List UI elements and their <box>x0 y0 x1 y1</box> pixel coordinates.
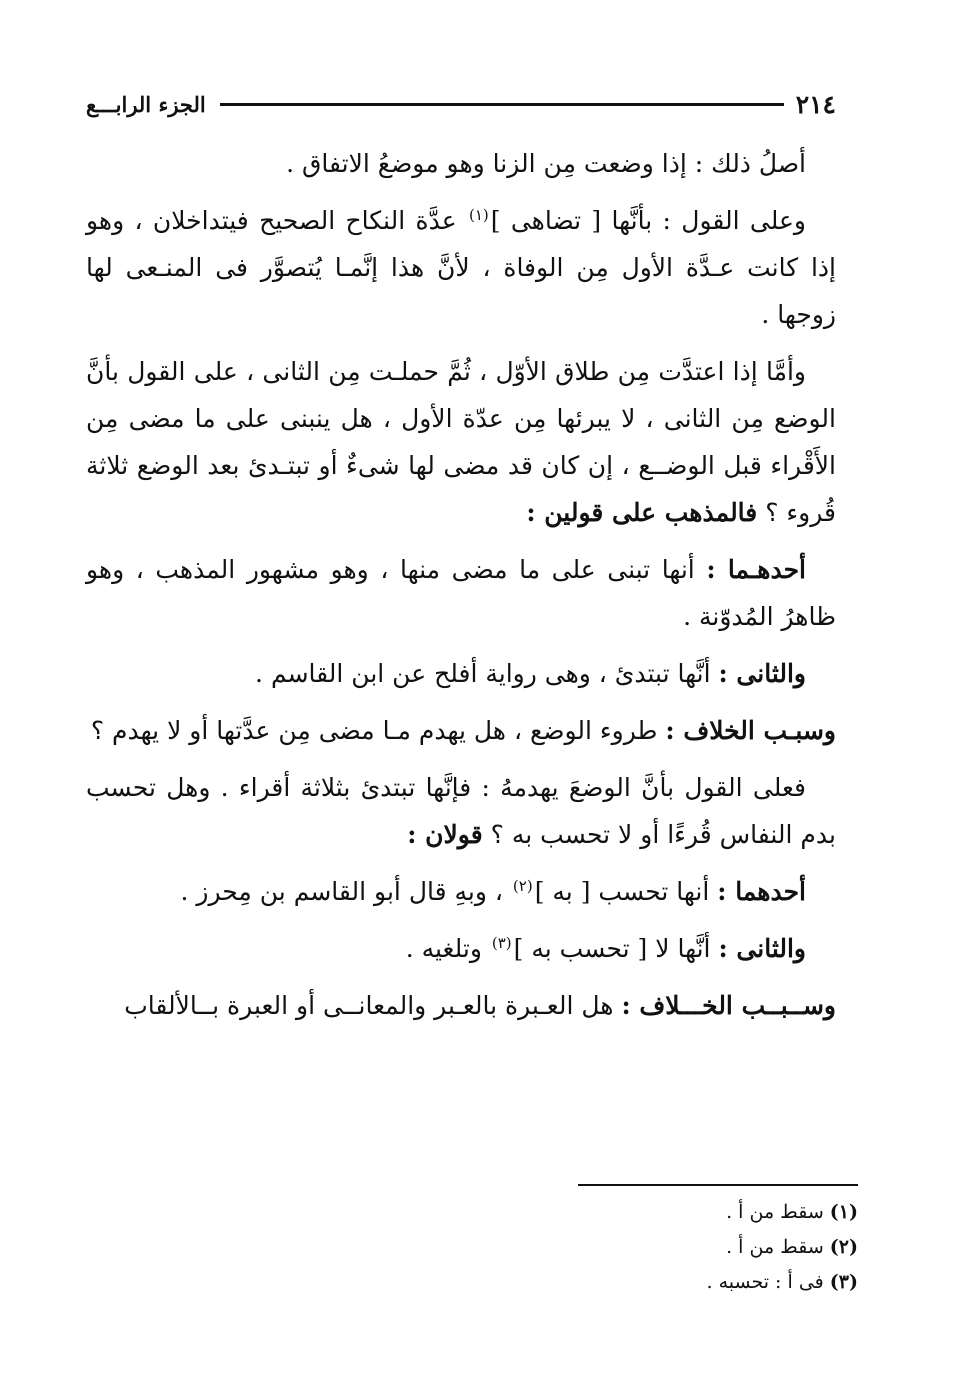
paragraph-6 <box>86 707 836 754</box>
paragraph-text: هل العـبرة بالعـبر والمعانــى أو العبرة بــالألقاب <box>124 991 622 1020</box>
paragraph-text: وأمَّا إذا اعتدَّت مِن طلاق الأوّل ، ثُمَّ حملـت مِن الثانى ، على القول بأنَّ الوضع مِن الثانى ، لا يبرئها مِن عدّة الأول ، هل ينبنى على ما مضى مِن الأَقْراء قبل الوضــع ، إن كان قد مضى لها شىءٌ أو تبتـدئ بعد الوضع ثلاثة قُروء ؟ <box>86 357 836 527</box>
paragraph-5 <box>86 650 836 697</box>
footnote-number: (٣) <box>829 1271 858 1293</box>
paragraph-7 <box>86 764 836 858</box>
footnote-text: فى أ : تحسبه . <box>706 1271 830 1293</box>
paragraph-2 <box>86 197 836 338</box>
footnote-number: (١) <box>829 1201 858 1223</box>
paragraph-8 <box>86 868 836 915</box>
paragraph-text: وتلغيه . <box>405 934 490 963</box>
paragraph-text: طروء الوضع ، هل يهدم مـا مضى مِن عدَّتها أو لا يهدم ؟ <box>90 716 666 745</box>
footnote-1 <box>400 1195 858 1230</box>
footnote-separator <box>578 1184 858 1186</box>
bold-phrase: وســبــب الخـــلاف : <box>621 991 836 1020</box>
footnote-2 <box>400 1230 858 1265</box>
footnote-text: سقط من أ . <box>726 1236 830 1258</box>
paragraph-4 <box>86 546 836 640</box>
bold-phrase: والثانى : <box>718 934 806 963</box>
main-text <box>86 140 836 1039</box>
paragraph-10 <box>86 982 836 1029</box>
bold-phrase: قولان : <box>407 820 483 849</box>
footnotes <box>400 1195 858 1300</box>
footnote-text: سقط من أ . <box>726 1201 830 1223</box>
bold-phrase: فالمذهب على قولين : <box>526 498 758 527</box>
page-number: ٢١٤ <box>795 89 836 119</box>
paragraph-text: أنها تحسب [ به ] <box>534 877 718 906</box>
footnote-ref-1[interactable]: (١) <box>468 205 489 224</box>
running-title: الجزء الرابـــع <box>86 91 206 117</box>
footnote-ref-3[interactable]: (٣) <box>491 933 512 952</box>
paragraph-1 <box>86 140 836 187</box>
paragraph-text: أنَّها تبتدئ ، وهى رواية أفلح عن ابن القاسم . <box>255 659 719 688</box>
paragraph-text: أنها تبنى على ما مضى منها ، وهو مشهور المذهب ، وهو ظاهرُ المُدوّنة . <box>86 555 836 631</box>
paragraph-text: وعلى القول : بأنَّها [ تضاهى ] <box>490 206 806 235</box>
paragraph-9 <box>86 925 836 972</box>
header-rule <box>220 103 784 106</box>
paragraph-text: عدَّة النكاح الصحيح فيتداخلان ، وهو إذا كانت عـدَّة الأول مِن الوفاة ، لأنَّ هذا إنَّمـا يُتصوَّر فى المنـعى لها زوجها . <box>86 206 836 329</box>
footnote-number: (٢) <box>829 1236 858 1258</box>
bold-phrase: أحدهـما : <box>706 555 806 584</box>
paragraph-3 <box>86 348 836 536</box>
bold-phrase: وسبـب الخلاف : <box>665 716 836 745</box>
paragraph-text: أنَّها لا [ تحسب به ] <box>513 934 719 963</box>
page-header <box>86 86 836 122</box>
footnote-3 <box>400 1265 858 1300</box>
footnote-ref-2[interactable]: (٢) <box>512 876 533 895</box>
paragraph-text: فعلى القول بأنَّ الوضعَ يهدمهُ : فإنَّها تبتدئ بثلاثة أقراء . وهل تحسب بدم النفاس قُرءًا أو لا تحسب به ؟ <box>86 773 836 849</box>
paragraph-text: ، وبهِ قال أبو القاسم بن مِحرز . <box>180 877 511 906</box>
bold-phrase: أحدهما : <box>717 877 806 906</box>
paragraph-text: أصلُ ذلك : إذا وضعت مِن الزنا وهو موضعُ الاتفاق . <box>286 149 806 178</box>
bold-phrase: والثانى : <box>718 659 806 688</box>
